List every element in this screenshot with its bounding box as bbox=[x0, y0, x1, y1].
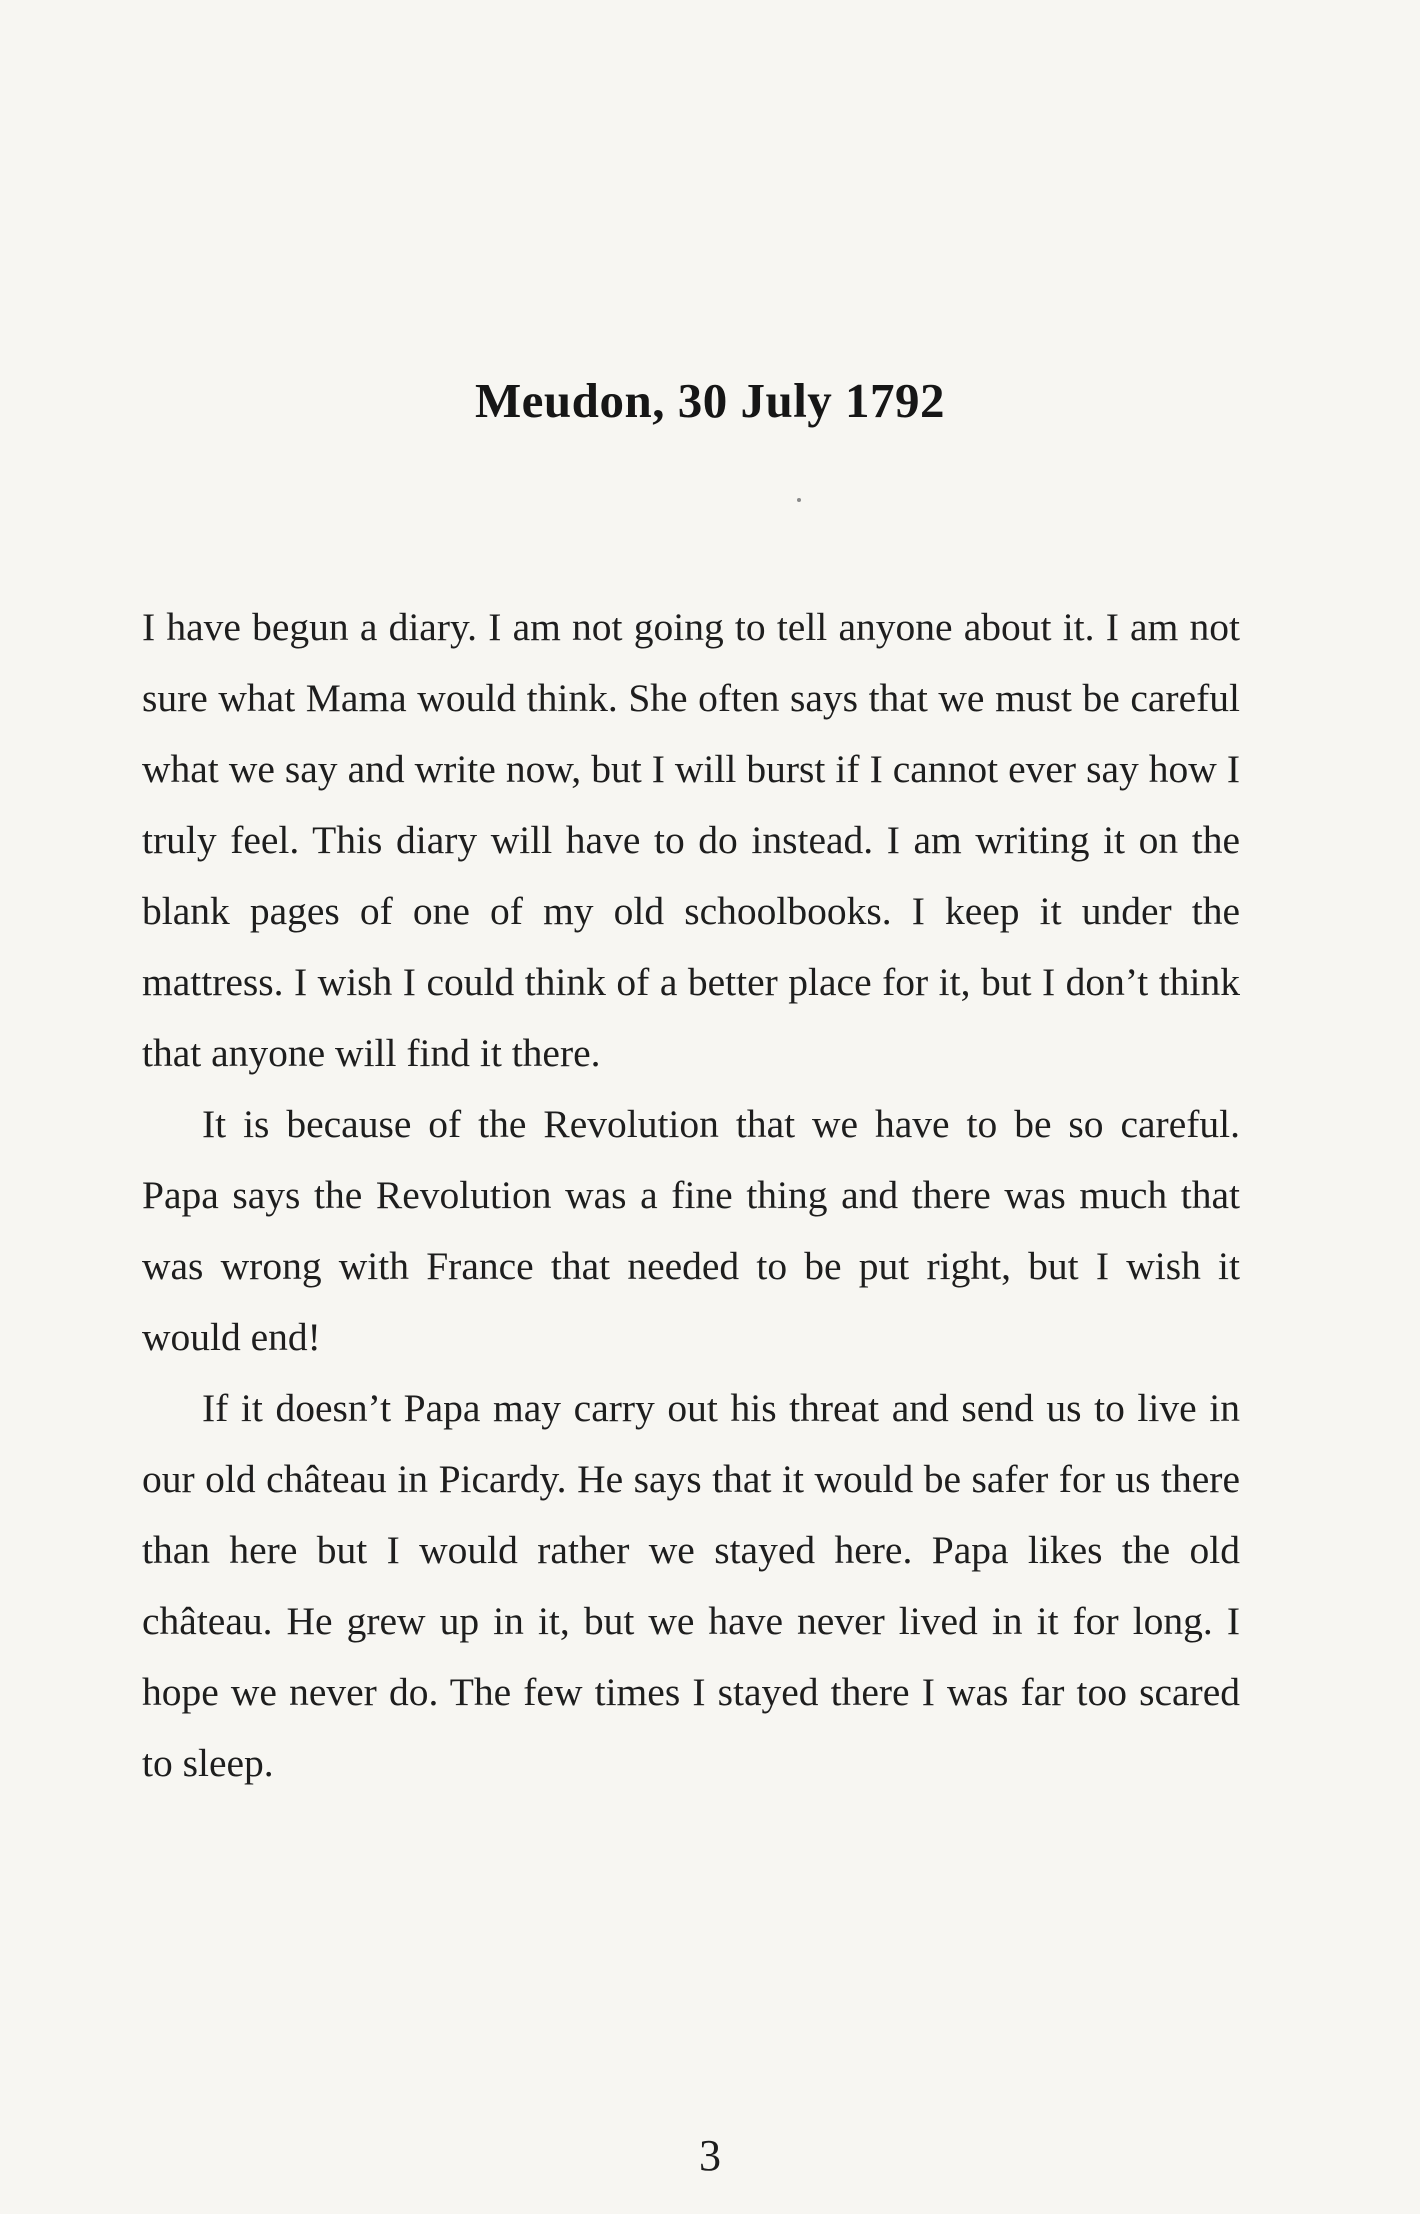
paragraph-2: It is because of the Revolution that we have to be so careful. Papa says the Revolution was a fine thing and there was much that was wrong with France that needed to be put right, but I wish it would end! bbox=[142, 1102, 1240, 1359]
diary-entry-body bbox=[142, 592, 1240, 1799]
diary-entry-heading: Meudon, 30 July 1792 bbox=[474, 373, 946, 428]
page-number: 3 bbox=[699, 2131, 721, 2180]
paragraph-3: If it doesn’t Papa may carry out his threat and send us to live in our old château in Picardy. He says that it would be safer for us there than here but I would rather we stayed here. Papa likes the old château. He grew up in it, but we have never lived in it for long. I hope we never do. The few times I stayed there I was far too scared to sleep. bbox=[142, 1386, 1240, 1785]
paragraph-1: I have begun a diary. I am not going to tell anyone about it. I am not sure what Mama would think. She often says that we must be careful what we say and write now, but I will burst if I cannot ever say how I truly feel. This diary will have to do instead. I am writing it on the blank pages of one of my old schoolbooks. I keep it under the mattress. I wish I could think of a better place for it, but I don’t think that anyone will find it there. bbox=[142, 605, 1240, 1075]
ink-speck bbox=[797, 498, 801, 502]
